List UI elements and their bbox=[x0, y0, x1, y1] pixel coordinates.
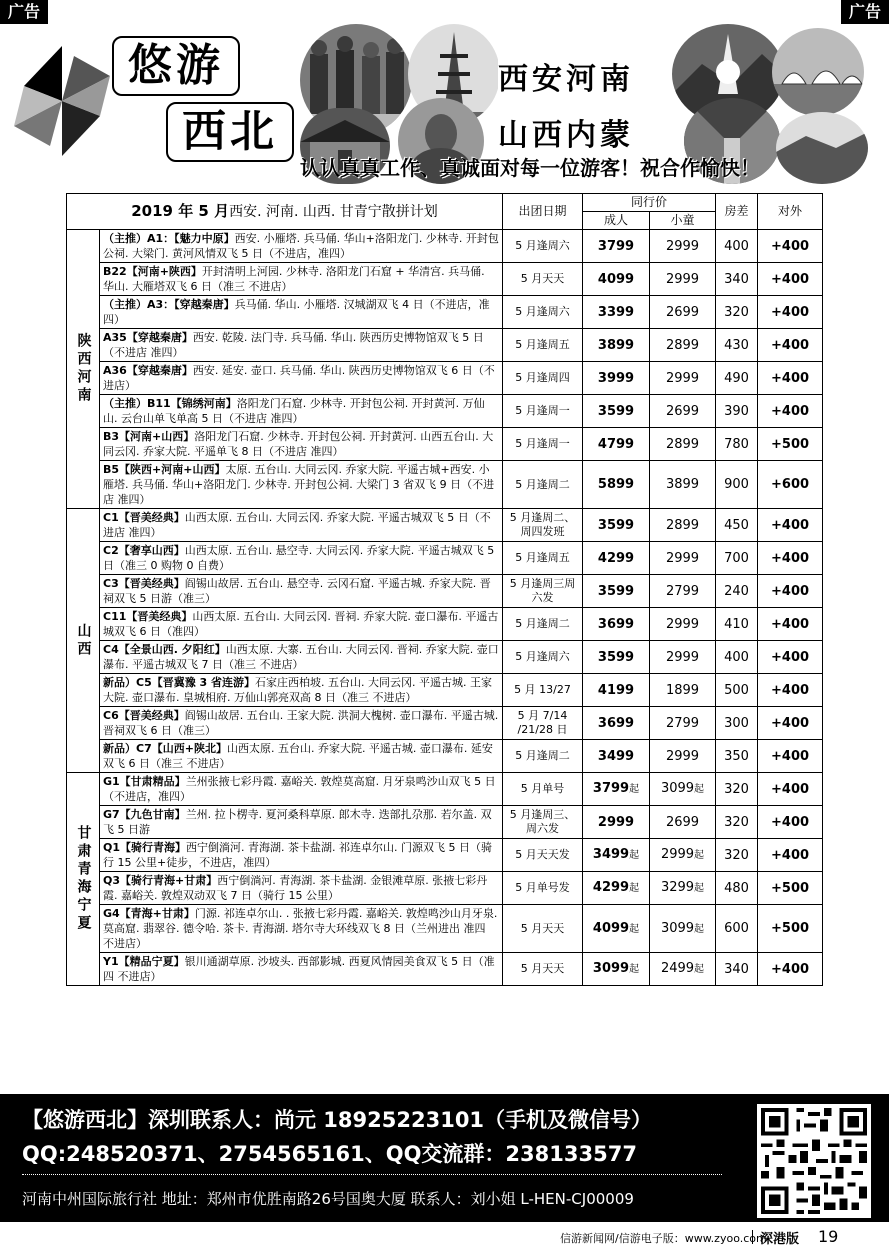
tour-itinerary: 洛阳龙门石窟. 少林寺. 开封包公祠. 开封黄河. 万仙山. 云台山单飞单高 5 日（不进店 准四） bbox=[103, 397, 485, 425]
departure-date: 5 月天天 bbox=[503, 953, 583, 986]
room-difference: 500 bbox=[716, 674, 758, 707]
table-title-year: 2019 年 5 月 bbox=[131, 201, 230, 220]
child-price bbox=[650, 608, 716, 641]
adult-price-value: 3499 bbox=[592, 847, 630, 862]
room-difference: 320 bbox=[716, 839, 758, 872]
tour-code: C6【晋美经典】 bbox=[103, 709, 185, 722]
table-title bbox=[67, 194, 503, 230]
room-difference: 340 bbox=[716, 953, 758, 986]
tour-row bbox=[67, 773, 823, 806]
adult-price-value: 3599 bbox=[597, 403, 635, 419]
tour-description bbox=[100, 872, 503, 905]
child-price bbox=[650, 707, 716, 740]
qq-line: QQ:248520371、2754565161、QQ交流群：238133577 bbox=[22, 1142, 637, 1166]
adult-price-value: 4299 bbox=[592, 880, 630, 895]
external-markup: +400 bbox=[758, 773, 823, 806]
adult-price bbox=[583, 872, 650, 905]
adult-price bbox=[583, 839, 650, 872]
price-qi-suffix: 起 bbox=[694, 964, 705, 975]
tour-row bbox=[67, 263, 823, 296]
contact-footer bbox=[0, 1094, 889, 1222]
tour-code: G4【青海+甘肃】 bbox=[103, 907, 195, 920]
child-price bbox=[650, 674, 716, 707]
departure-date: 5 月逢周三、周六发 bbox=[503, 806, 583, 839]
departure-date: 5 月逢周四 bbox=[503, 362, 583, 395]
tour-row bbox=[67, 608, 823, 641]
departure-date: 5 月逢周六 bbox=[503, 230, 583, 263]
external-markup: +400 bbox=[758, 740, 823, 773]
external-markup: +400 bbox=[758, 395, 823, 428]
departure-date: 5 月单号发 bbox=[503, 872, 583, 905]
tour-itinerary: 阎锡山故居. 五台山. 悬空寺. 云冈石窟. 平遥古城. 乔家大院. 晋祠双飞 5 日游（准三） bbox=[103, 577, 491, 605]
room-difference: 410 bbox=[716, 608, 758, 641]
adult-price-value: 3799 bbox=[592, 781, 630, 796]
room-difference: 350 bbox=[716, 740, 758, 773]
adult-price bbox=[583, 263, 650, 296]
tour-code: Q3【骑行青海+甘肃】 bbox=[103, 874, 218, 887]
child-price-value: 1899 bbox=[665, 682, 700, 698]
tour-description bbox=[100, 905, 503, 953]
tour-code: Q1【骑行青海】 bbox=[103, 841, 187, 854]
header-external: 对外 bbox=[758, 194, 823, 230]
room-difference: 320 bbox=[716, 773, 758, 806]
child-price-value: 2899 bbox=[665, 436, 700, 452]
room-difference: 240 bbox=[716, 575, 758, 608]
tour-code: B5【陕西+河南+山西】 bbox=[103, 463, 226, 476]
child-price bbox=[650, 428, 716, 461]
tour-itinerary: 山西太原. 五台山. 大同云冈. 乔家大院. 平遥古城双飞 5 日（不进店 准四） bbox=[103, 511, 491, 539]
price-qi-suffix: 起 bbox=[694, 784, 705, 795]
tour-itinerary: 西安. 乾陵. 法门寺. 兵马俑. 华山. 陕西历史博物馆双飞 5 日（不进店 准四） bbox=[103, 331, 484, 359]
tour-row bbox=[67, 953, 823, 986]
child-price bbox=[650, 395, 716, 428]
tour-row bbox=[67, 461, 823, 509]
tour-row bbox=[67, 509, 823, 542]
departure-date: 5 月逢周二 bbox=[503, 461, 583, 509]
contact-line: 【悠游西北】深圳联系人：尚元 18925223101（手机及微信号） bbox=[22, 1108, 653, 1132]
tour-code: G7【九色甘南】 bbox=[103, 808, 186, 821]
tour-itinerary: 石家庄西柏坡. 五台山. 大同云冈. 平遥古城. 王家大院. 壶口瀑布. 皇城相府. 万仙山郭亮双高 8 日（准三 不进店） bbox=[103, 676, 493, 704]
tour-row bbox=[67, 707, 823, 740]
brand-name-line1: 悠游 bbox=[112, 36, 240, 96]
adult-price-value: 3499 bbox=[597, 748, 635, 764]
tour-description bbox=[100, 740, 503, 773]
child-price-value: 2999 bbox=[665, 616, 700, 632]
tour-description bbox=[100, 329, 503, 362]
tour-code: B3【河南+山西】 bbox=[103, 430, 195, 443]
room-difference: 320 bbox=[716, 806, 758, 839]
child-price bbox=[650, 575, 716, 608]
room-difference: 300 bbox=[716, 707, 758, 740]
price-qi-suffix: 起 bbox=[629, 964, 640, 975]
tour-row bbox=[67, 575, 823, 608]
child-price bbox=[650, 641, 716, 674]
tour-itinerary: 兰州张掖七彩丹霞. 嘉峪关. 敦煌莫高窟. 月牙泉鸣沙山双飞 5 日（不进店，准四） bbox=[103, 775, 496, 803]
region-label: 甘肃青海宁夏 bbox=[67, 773, 100, 986]
child-price-value: 2699 bbox=[665, 403, 700, 419]
adult-price bbox=[583, 230, 650, 263]
child-price-value: 2999 bbox=[665, 238, 700, 254]
external-markup: +400 bbox=[758, 542, 823, 575]
tour-code: （主推）A1：【魅力中原】 bbox=[103, 232, 235, 245]
departure-date: 5 月天天 bbox=[503, 263, 583, 296]
departure-date: 5 月单号 bbox=[503, 773, 583, 806]
adult-price bbox=[583, 296, 650, 329]
brand-name-line2: 西北 bbox=[166, 102, 294, 162]
child-price bbox=[650, 740, 716, 773]
child-price-value: 2999 bbox=[665, 550, 700, 566]
tour-row bbox=[67, 641, 823, 674]
child-price bbox=[650, 362, 716, 395]
region-line1: 西安河南 bbox=[498, 54, 634, 98]
tour-description bbox=[100, 263, 503, 296]
tour-description bbox=[100, 806, 503, 839]
tour-description bbox=[100, 509, 503, 542]
adult-price bbox=[583, 707, 650, 740]
edition-label: 深港版 bbox=[760, 1232, 800, 1247]
departure-date: 5 月逢周六 bbox=[503, 296, 583, 329]
adult-price-value: 3099 bbox=[592, 961, 630, 976]
external-markup: +400 bbox=[758, 641, 823, 674]
room-difference: 450 bbox=[716, 509, 758, 542]
tour-code: C3【晋美经典】 bbox=[103, 577, 185, 590]
departure-date: 5 月逢周三周六发 bbox=[503, 575, 583, 608]
tour-code: （主推）B11【锦绣河南】 bbox=[103, 397, 237, 410]
adult-price bbox=[583, 641, 650, 674]
tour-row bbox=[67, 905, 823, 953]
external-markup: +600 bbox=[758, 461, 823, 509]
banner bbox=[0, 24, 889, 184]
adult-price-value: 5899 bbox=[597, 477, 635, 492]
room-difference: 430 bbox=[716, 329, 758, 362]
source-text: 信游新闻网/信游电子版：www.zyoo.com bbox=[560, 1232, 767, 1245]
tour-code: 新品）C5【晋冀豫 3 省连游】 bbox=[103, 676, 256, 689]
room-difference: 400 bbox=[716, 230, 758, 263]
adult-price bbox=[583, 428, 650, 461]
price-qi-suffix: 起 bbox=[629, 784, 640, 795]
tour-description bbox=[100, 395, 503, 428]
tour-row bbox=[67, 806, 823, 839]
child-price-value: 2899 bbox=[665, 337, 700, 353]
external-markup: +400 bbox=[758, 953, 823, 986]
tour-description bbox=[100, 428, 503, 461]
adult-price-value: 3699 bbox=[597, 616, 635, 632]
child-price-value: 2999 bbox=[665, 748, 700, 764]
price-qi-suffix: 起 bbox=[629, 883, 640, 894]
tour-row bbox=[67, 296, 823, 329]
external-markup: +400 bbox=[758, 707, 823, 740]
child-price bbox=[650, 542, 716, 575]
adult-price-value: 3599 bbox=[597, 517, 635, 533]
region-label: 山西 bbox=[67, 509, 100, 773]
tour-description bbox=[100, 707, 503, 740]
tour-row bbox=[67, 362, 823, 395]
adult-price bbox=[583, 461, 650, 509]
page-number: 19 bbox=[818, 1227, 839, 1246]
tour-schedule-table bbox=[66, 193, 823, 986]
child-price-value: 3099 bbox=[660, 781, 695, 796]
tour-itinerary: 西宁倒淌河. 青海湖. 茶卡盐湖. 金银滩草原. 张掖七彩丹霞. 嘉峪关. 敦煌双动双飞 7 日（骑行 15 公里） bbox=[103, 874, 488, 902]
child-price-value: 3899 bbox=[665, 477, 700, 492]
tour-itinerary: 门源. 祁连卓尔山. . 张掖七彩丹霞. 嘉峪关. 敦煌鸣沙山月牙泉. 莫高窟. 翡翠谷. 德令哈. 茶卡. 青海湖. 塔尔寺大环线双飞 8 日（兰州进出 准四 不进店） bbox=[103, 907, 498, 950]
adult-price bbox=[583, 575, 650, 608]
departure-date: 5 月天天 bbox=[503, 905, 583, 953]
room-difference: 320 bbox=[716, 296, 758, 329]
adult-price-value: 3799 bbox=[597, 238, 635, 254]
child-price bbox=[650, 905, 716, 953]
external-markup: +400 bbox=[758, 839, 823, 872]
child-price bbox=[650, 509, 716, 542]
tour-code: C4【全景山西. 夕阳红】 bbox=[103, 643, 226, 656]
departure-date: 5 月 13/27 bbox=[503, 674, 583, 707]
tour-description bbox=[100, 641, 503, 674]
external-markup: +400 bbox=[758, 575, 823, 608]
tour-itinerary: 银川通湖草原. 沙坡头. 西部影城. 西夏风情园美食双飞 5 日（准四 不进店） bbox=[103, 955, 495, 983]
adult-price-value: 4099 bbox=[597, 271, 635, 287]
tour-description bbox=[100, 461, 503, 509]
tour-itinerary: 西宁倒淌河. 青海湖. 茶卡盐湖. 祁连卓尔山. 门源双飞 5 日（骑行 15 公里+徒步，不进店，准四） bbox=[103, 841, 492, 869]
child-price-value: 3299 bbox=[660, 880, 695, 895]
adult-price-value: 4099 bbox=[592, 920, 630, 936]
child-price bbox=[650, 773, 716, 806]
room-difference: 480 bbox=[716, 872, 758, 905]
external-markup: +500 bbox=[758, 872, 823, 905]
tour-row bbox=[67, 395, 823, 428]
tour-itinerary: 兵马俑. 华山. 小雁塔. 汉城湖双飞 4 日（不进店，准四） bbox=[103, 298, 490, 326]
external-markup: +400 bbox=[758, 329, 823, 362]
tour-code: B22【河南+陕西】 bbox=[103, 265, 202, 278]
adult-price-value: 3699 bbox=[597, 715, 635, 731]
room-difference: 780 bbox=[716, 428, 758, 461]
price-qi-suffix: 起 bbox=[629, 923, 640, 935]
tour-description bbox=[100, 953, 503, 986]
tour-description bbox=[100, 296, 503, 329]
adult-price bbox=[583, 362, 650, 395]
tour-itinerary: 阎锡山故居. 五台山. 王家大院. 洪洞大槐树. 壶口瀑布. 平遥古城. 晋祠双飞 6 日（准三） bbox=[103, 709, 499, 737]
departure-date: 5 月逢周六 bbox=[503, 641, 583, 674]
footer-separator bbox=[752, 1230, 753, 1244]
external-markup: +400 bbox=[758, 362, 823, 395]
tour-itinerary: 山西太原. 五台山. 大同云冈. 晋祠. 乔家大院. 壶口瀑布. 平遥古城双飞 6 日（准四） bbox=[103, 610, 499, 638]
adult-price bbox=[583, 542, 650, 575]
price-qi-suffix: 起 bbox=[629, 850, 640, 861]
region-label: 陕西河南 bbox=[67, 230, 100, 509]
child-price-value: 2999 bbox=[665, 649, 700, 665]
external-markup: +400 bbox=[758, 674, 823, 707]
departure-date: 5 月逢周一 bbox=[503, 395, 583, 428]
ad-label-right: 广告 bbox=[841, 0, 889, 24]
region-line2: 山西内蒙 bbox=[498, 110, 634, 154]
child-price-value: 2699 bbox=[665, 814, 700, 830]
adult-price bbox=[583, 740, 650, 773]
adult-price bbox=[583, 608, 650, 641]
ad-label-left: 广告 bbox=[0, 0, 48, 24]
adult-price-value: 3399 bbox=[597, 304, 635, 320]
external-markup: +400 bbox=[758, 608, 823, 641]
adult-price bbox=[583, 806, 650, 839]
room-difference: 340 bbox=[716, 263, 758, 296]
child-price bbox=[650, 872, 716, 905]
external-markup: +500 bbox=[758, 428, 823, 461]
child-price bbox=[650, 329, 716, 362]
departure-date: 5 月天天发 bbox=[503, 839, 583, 872]
external-markup: +400 bbox=[758, 263, 823, 296]
adult-price bbox=[583, 395, 650, 428]
external-markup: +400 bbox=[758, 509, 823, 542]
tour-row bbox=[67, 872, 823, 905]
header-date: 出团日期 bbox=[503, 194, 583, 230]
child-price-value: 2799 bbox=[665, 715, 700, 731]
tour-itinerary: 山西太原. 五台山. 悬空寺. 大同云冈. 乔家大院. 平遥古城双飞 5 日（准三 0 购物 0 自费） bbox=[103, 544, 495, 572]
tour-description bbox=[100, 773, 503, 806]
tour-itinerary: 太原. 五台山. 大同云冈. 乔家大院. 平遥古城+西安. 小雁塔. 兵马俑. 华山+洛阳龙门. 少林寺. 开封包公祠. 大梁门 3 省双飞 9 日（不进店 准四） bbox=[103, 463, 495, 506]
room-difference: 900 bbox=[716, 461, 758, 509]
child-price-value: 3099 bbox=[660, 920, 695, 936]
adult-price bbox=[583, 953, 650, 986]
room-difference: 390 bbox=[716, 395, 758, 428]
tour-row bbox=[67, 839, 823, 872]
tour-itinerary: 山西太原. 五台山. 乔家大院. 平遥古城. 壶口瀑布. 延安双飞 6 日（准三 不进店） bbox=[103, 742, 493, 770]
room-difference: 700 bbox=[716, 542, 758, 575]
departure-date: 5 月 7/14 /21/28 日 bbox=[503, 707, 583, 740]
child-price-value: 2999 bbox=[665, 370, 700, 386]
tour-description bbox=[100, 362, 503, 395]
external-markup: +400 bbox=[758, 806, 823, 839]
child-price bbox=[650, 839, 716, 872]
room-difference: 490 bbox=[716, 362, 758, 395]
adult-price bbox=[583, 329, 650, 362]
departure-date: 5 月逢周二 bbox=[503, 608, 583, 641]
child-price bbox=[650, 296, 716, 329]
external-markup: +500 bbox=[758, 905, 823, 953]
tour-itinerary: 西安. 小雁塔. 兵马俑. 华山+洛阳龙门. 少林寺. 开封包公祠. 大梁门. 黄河风情双飞 5 日（不进店，准四） bbox=[103, 232, 499, 260]
departure-date: 5 月逢周二 bbox=[503, 740, 583, 773]
adult-price-value: 4199 bbox=[597, 682, 635, 698]
tour-code: 新品）C7【山西+陕北】 bbox=[103, 742, 227, 755]
tour-code: C2【奢享山西】 bbox=[103, 544, 185, 557]
footer-divider bbox=[22, 1174, 722, 1175]
room-difference: 600 bbox=[716, 905, 758, 953]
child-price-value: 2799 bbox=[665, 583, 700, 599]
adult-price bbox=[583, 674, 650, 707]
room-difference: 400 bbox=[716, 641, 758, 674]
header-room: 房差 bbox=[716, 194, 758, 230]
tour-description bbox=[100, 608, 503, 641]
tour-code: C11【晋美经典】 bbox=[103, 610, 193, 623]
tour-code: C1【晋美经典】 bbox=[103, 511, 185, 524]
tour-description bbox=[100, 674, 503, 707]
child-price-value: 2999 bbox=[660, 847, 695, 862]
tour-itinerary: 兰州. 拉卜楞寺. 夏河桑科草原. 郎木寺. 迭部扎尕那. 若尔盖. 双飞 5 日游 bbox=[103, 808, 492, 836]
child-price bbox=[650, 953, 716, 986]
header-peer-price: 同行价 bbox=[583, 194, 716, 212]
adult-price-value: 3599 bbox=[597, 649, 635, 665]
tour-itinerary: 开封清明上河园. 少林寺. 洛阳龙门石窟 + 华清宫. 兵马俑. 华山. 大雁塔双飞 6 日（准三 不进店） bbox=[103, 265, 485, 293]
external-markup: +400 bbox=[758, 230, 823, 263]
adult-price-value: 4299 bbox=[597, 550, 635, 566]
price-qi-suffix: 起 bbox=[694, 850, 705, 861]
child-price bbox=[650, 461, 716, 509]
slogan: 认认真真工作、真诚面对每一位游客！祝合作愉快！ bbox=[300, 156, 760, 180]
child-price-value: 2699 bbox=[665, 304, 700, 320]
adult-price-value: 3999 bbox=[597, 370, 635, 386]
tour-row bbox=[67, 674, 823, 707]
tour-itinerary: 山西太原. 大寨. 五台山. 大同云冈. 晋祠. 乔家大院. 壶口瀑布. 平遥古城双飞 7 日（准三 不进店） bbox=[103, 643, 499, 671]
child-price bbox=[650, 806, 716, 839]
child-price-value: 2899 bbox=[665, 517, 700, 533]
agency-line: 河南中州国际旅行社 地址：郑州市优胜南路26号国奥大厦 联系人：刘小姐 L-HEN-CJ00009 bbox=[22, 1190, 634, 1208]
table-title-row bbox=[67, 194, 823, 212]
tour-row bbox=[67, 329, 823, 362]
tour-row bbox=[67, 428, 823, 461]
tour-code: G1【甘肃精品】 bbox=[103, 775, 186, 788]
tour-row bbox=[67, 230, 823, 263]
yurt-photo bbox=[772, 28, 864, 116]
adult-price bbox=[583, 905, 650, 953]
external-markup: +400 bbox=[758, 296, 823, 329]
child-price-value: 2499 bbox=[660, 961, 695, 976]
tour-itinerary: 洛阳龙门石窟. 少林寺. 开封包公祠. 开封黄河. 山西五台山. 大同云冈. 乔家大院. 平遥单飞 8 日（不进店 准四） bbox=[103, 430, 494, 458]
table-title-text: 西安. 河南. 山西. 甘青宁散拼计划 bbox=[229, 203, 438, 220]
tour-row bbox=[67, 542, 823, 575]
tour-code: Y1【精品宁夏】 bbox=[103, 955, 185, 968]
tour-description bbox=[100, 575, 503, 608]
child-price-value: 2999 bbox=[665, 271, 700, 287]
departure-date: 5 月逢周一 bbox=[503, 428, 583, 461]
tour-itinerary: 西安. 延安. 壶口. 兵马俑. 华山. 陕西历史博物馆双飞 6 日（不进店） bbox=[103, 364, 495, 392]
tour-code: A36【穿越秦唐】 bbox=[103, 364, 193, 377]
departure-date: 5 月逢周五 bbox=[503, 329, 583, 362]
adult-price bbox=[583, 773, 650, 806]
adult-price-value: 2999 bbox=[597, 814, 635, 830]
tour-description bbox=[100, 839, 503, 872]
qr-code-icon bbox=[757, 1104, 871, 1218]
price-qi-suffix: 起 bbox=[694, 883, 705, 894]
tour-row bbox=[67, 740, 823, 773]
departure-date: 5 月逢周五 bbox=[503, 542, 583, 575]
price-qi-suffix: 起 bbox=[694, 923, 705, 935]
tour-description bbox=[100, 542, 503, 575]
tour-code: A35【穿越秦唐】 bbox=[103, 331, 193, 344]
adult-price bbox=[583, 509, 650, 542]
adult-price-value: 4799 bbox=[597, 436, 635, 452]
page-footer bbox=[0, 1222, 889, 1250]
tour-description bbox=[100, 230, 503, 263]
header-adult: 成人 bbox=[583, 212, 650, 230]
departure-date: 5 月逢周二、周四发班 bbox=[503, 509, 583, 542]
pinwheel-logo-icon bbox=[14, 46, 110, 156]
child-price bbox=[650, 263, 716, 296]
adult-price-value: 3599 bbox=[597, 583, 635, 599]
tour-schedule-body bbox=[67, 194, 823, 986]
header-child: 小童 bbox=[650, 212, 716, 230]
adult-price-value: 3899 bbox=[597, 337, 635, 353]
child-price bbox=[650, 230, 716, 263]
tour-code: （主推）A3：【穿越秦唐】 bbox=[103, 298, 235, 311]
